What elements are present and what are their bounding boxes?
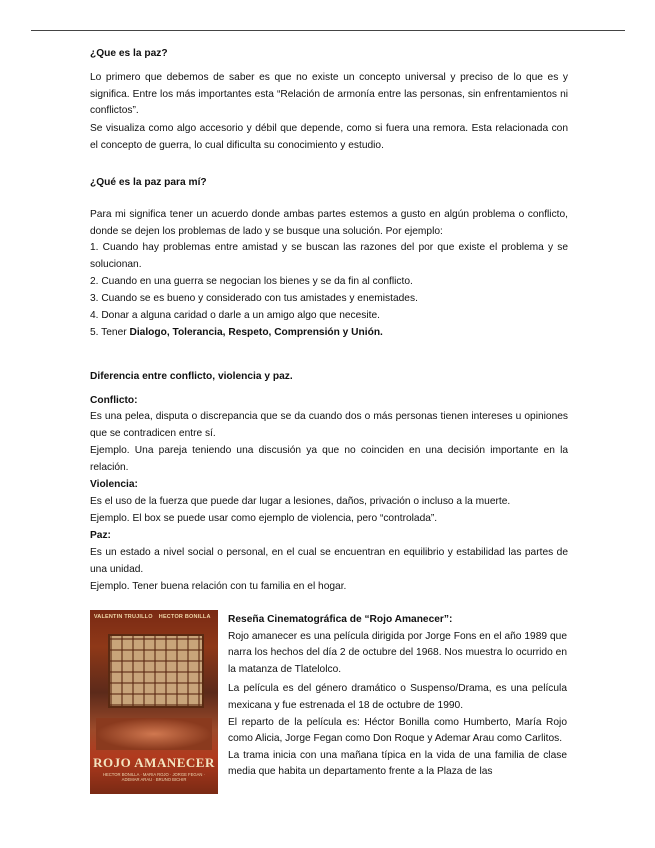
top-rule xyxy=(31,30,625,31)
list-item-4: 4. Donar a alguna caridad o darle a un amigo algo que necesite. xyxy=(90,310,380,321)
poster-name-1: VALENTIN TRUJILLO xyxy=(93,614,153,620)
violencia-example: Ejemplo. El box se puede usar como ejemplo de violencia, pero “controlada”. xyxy=(90,513,438,524)
poster-names xyxy=(90,614,218,620)
list-item-2: 2. Cuando en una guerra se negocian los bienes y se da fin al conflicto. xyxy=(90,276,413,287)
list-item-5-prefix: 5. Tener xyxy=(90,327,130,338)
conflicto-label: Conflicto: xyxy=(90,395,138,406)
violencia-label: Violencia: xyxy=(90,479,138,490)
section1-heading: ¿Que es la paz? xyxy=(90,48,168,59)
paz-example: Ejemplo. Tener buena relación con tu familia en el hogar. xyxy=(90,581,347,592)
section1-paragraph-1: Lo primero que debemos de saber es que no existe un concepto universal y preciso de lo que es y significa. Entre los más importantes esta “Relación de armonía entre las personas, sin enfrentamientos ni conflictos”. xyxy=(90,72,568,117)
review-paragraph-4: La trama inicia con una mañana típica en la vida de una familia de clase media que habita un departamento frente a la Plaza de las xyxy=(228,749,567,778)
section1-paragraph-2: Se visualiza como algo accesorio y débil que depende, como si fuera una remora. Esta relacionada con el concepto de guerra, lo cual dificulta su conocimiento y estudio. xyxy=(90,123,568,151)
review-paragraph-3: El reparto de la película es: Héctor Bonilla como Humberto, María Rojo como Alicia, Jorge Fegan como Don Roque y Ademar Arau como Carlitos. xyxy=(228,716,567,745)
paz-definition: Es un estado a nivel social o personal, en el cual se encuentran en equilibrio y estabilidad las partes de una unidad. xyxy=(90,547,568,575)
paz-label: Paz: xyxy=(90,530,111,541)
poster-floor xyxy=(96,718,212,750)
poster-window xyxy=(108,634,204,708)
review-paragraph-2: La película es del género dramático o Suspenso/Drama, es una película mexicana y fue estrenada el 18 de octubre de 1990. xyxy=(228,683,567,711)
list-item-5 xyxy=(90,325,568,342)
conflicto-example: Ejemplo. Una pareja teniendo una discusión ya que no coinciden en una decisión importante en la relación. xyxy=(90,445,568,473)
section3-heading: Diferencia entre conflicto, violencia y paz. xyxy=(90,371,293,382)
violencia-definition: Es el uso de la fuerza que puede dar lugar a lesiones, daños, privación o incluso a la muerte. xyxy=(90,496,511,507)
poster-name-2: HECTOR BONILLA xyxy=(158,614,211,620)
list-item-5-values: Dialogo, Tolerancia, Respeto, Comprensión y Unión. xyxy=(129,327,383,338)
review-paragraph-1: Rojo amanecer es una película dirigida por Jorge Fons en el año 1989 que narra los hechos del día 2 de octubre del 1968. Nos muestra lo ocurrido en la matanza de Tlatelolco. xyxy=(228,630,567,675)
section2-intro: Para mi significa tener un acuerdo donde ambas partes estemos a gusto en algún problema o conflicto, donde se dejen los problemas de lado y se busque una solución. Por ejemplo: xyxy=(90,209,568,237)
movie-poster-image xyxy=(90,610,218,794)
list-item-3: 3. Cuando se es bueno y considerado con tus amistades y enemistades. xyxy=(90,293,418,304)
list-item-1: 1. Cuando hay problemas entre amistad y se buscan las razones del por que existe el problema y se solucionan. xyxy=(90,242,568,270)
section2-heading: ¿Qué es la paz para mí? xyxy=(90,177,207,188)
poster-credits: HECTOR BONILLA · MARIA ROJO · JORGE FEGAN · ADEMAR ARAU · BRUNO BICHIR xyxy=(102,772,206,782)
movie-review xyxy=(228,612,567,781)
review-heading: Reseña Cinematográfica de “Rojo Amanecer”: xyxy=(228,614,453,625)
conflicto-definition: Es una pelea, disputa o discrepancia que se da cuando dos o más personas tienen intereses u opiniones que se contradicen entre sí. xyxy=(90,411,568,439)
poster-title: ROJO AMANECER xyxy=(93,755,215,770)
